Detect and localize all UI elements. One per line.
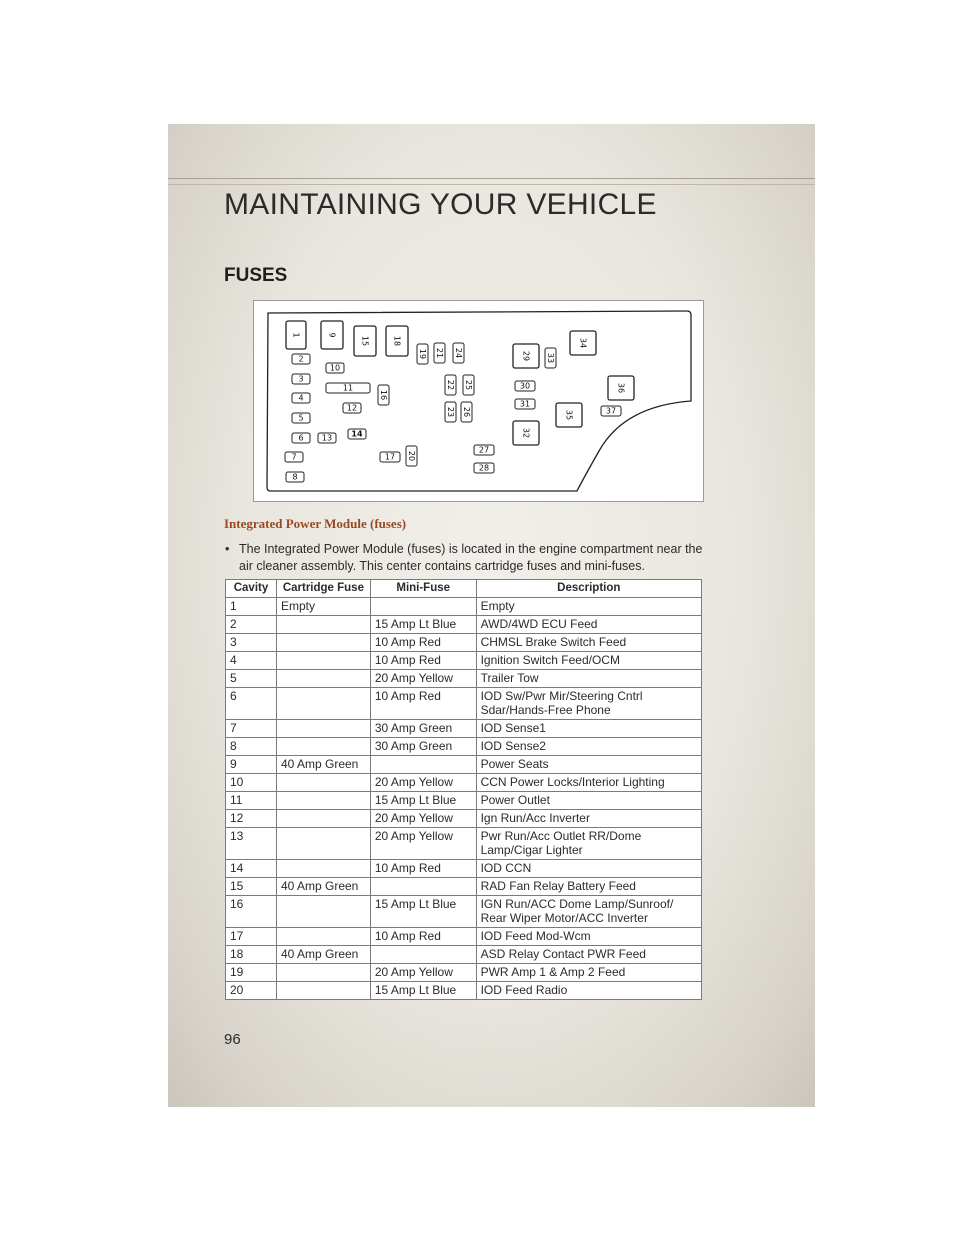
cavity-cell: 12 (226, 810, 277, 828)
fuse-slot-label: 13 (321, 433, 333, 443)
cavity-cell: 6 (226, 688, 277, 720)
description-cell: Ign Run/Acc Inverter (476, 810, 701, 828)
fuse-slot-label: 29 (521, 350, 531, 362)
table-row (226, 688, 702, 720)
fuse-slot (292, 374, 310, 384)
mini-fuse-cell: 10 Amp Red (370, 860, 476, 878)
description-cell: IOD Sense2 (476, 738, 701, 756)
bullet-item (225, 541, 705, 575)
subheading: Integrated Power Module (fuses) (224, 516, 407, 531)
cavity-cell: 2 (226, 616, 277, 634)
cartridge-fuse-cell (276, 792, 370, 810)
fuse-slot (445, 402, 456, 422)
mini-fuse-cell (370, 878, 476, 896)
description-cell: Power Outlet (476, 792, 701, 810)
fuse-slot-label: 32 (521, 427, 531, 439)
mini-fuse-cell: 15 Amp Lt Blue (370, 896, 476, 928)
fuse-slot-label: 26 (462, 406, 471, 418)
table-row (226, 896, 702, 928)
table-row (226, 652, 702, 670)
table-row (226, 756, 702, 774)
mini-fuse-cell (370, 756, 476, 774)
description-cell: PWR Amp 1 & Amp 2 Feed (476, 964, 701, 982)
cavity-cell: 19 (226, 964, 277, 982)
description-cell: CCN Power Locks/Interior Lighting (476, 774, 701, 792)
page-number: 96 (224, 1031, 241, 1048)
fuse-slot-label: 34 (578, 337, 588, 349)
cavity-cell: 3 (226, 634, 277, 652)
mini-fuse-cell: 10 Amp Red (370, 634, 476, 652)
column-header: Description (476, 580, 701, 598)
mini-fuse-cell: 10 Amp Red (370, 928, 476, 946)
fuse-slot-label: 31 (519, 399, 531, 409)
fuse-slot (292, 354, 310, 364)
mini-fuse-cell: 20 Amp Yellow (370, 828, 476, 860)
cartridge-fuse-cell (276, 670, 370, 688)
fuse-slot (285, 452, 303, 462)
description-cell: IOD Feed Radio (476, 982, 701, 1000)
table-row (226, 810, 702, 828)
mini-fuse-cell: 20 Amp Yellow (370, 670, 476, 688)
description-cell: ASD Relay Contact PWR Feed (476, 946, 701, 964)
mini-fuse-cell: 20 Amp Yellow (370, 774, 476, 792)
fuse-slot-label: 19 (418, 348, 427, 360)
fuse-slot (286, 472, 304, 482)
fuse-slot (321, 321, 343, 349)
fuse-slot-label: 25 (464, 379, 473, 391)
fuse-slot-label: 1 (291, 332, 301, 338)
table-row (226, 860, 702, 878)
fuse-slot-label: 10 (329, 363, 341, 373)
table-row (226, 634, 702, 652)
fuse-slot (348, 429, 366, 439)
fuse-slot (343, 403, 361, 413)
mini-fuse-cell (370, 598, 476, 616)
mini-fuse-cell: 15 Amp Lt Blue (370, 792, 476, 810)
description-cell: Ignition Switch Feed/OCM (476, 652, 701, 670)
cavity-cell: 20 (226, 982, 277, 1000)
cartridge-fuse-cell (276, 896, 370, 928)
fuse-slot (386, 326, 408, 356)
table-row (226, 878, 702, 896)
column-header: Cartridge Fuse (276, 580, 370, 598)
mini-fuse-cell: 20 Amp Yellow (370, 964, 476, 982)
fuse-slot-label: 24 (454, 347, 463, 359)
fuse-slot-label: 27 (478, 445, 490, 455)
fuse-table (225, 579, 702, 1000)
fuse-slot (318, 433, 336, 443)
fuse-slot-label: 22 (446, 379, 455, 391)
fuse-slot-label: 11 (342, 383, 354, 393)
fuse-slot (601, 406, 621, 416)
fuse-slot-label: 14 (351, 429, 363, 439)
fuse-slot (354, 326, 376, 356)
cartridge-fuse-cell: 40 Amp Green (276, 756, 370, 774)
cartridge-fuse-cell: 40 Amp Green (276, 946, 370, 964)
cavity-cell: 17 (226, 928, 277, 946)
description-cell: Power Seats (476, 756, 701, 774)
cartridge-fuse-cell: Empty (276, 598, 370, 616)
fuse-slot (513, 421, 539, 445)
mini-fuse-cell (370, 946, 476, 964)
fuse-slot-label: 7 (291, 452, 297, 462)
cartridge-fuse-cell (276, 828, 370, 860)
cartridge-fuse-cell (276, 688, 370, 720)
fuse-slot (474, 463, 494, 473)
fuse-slot-label: 23 (446, 406, 455, 418)
fuse-slot-label: 2 (298, 354, 304, 364)
table-row (226, 828, 702, 860)
mini-fuse-cell: 10 Amp Red (370, 688, 476, 720)
table-row (226, 774, 702, 792)
fuse-slot-label: 15 (360, 335, 370, 347)
fuse-slot (286, 321, 306, 349)
cavity-cell: 7 (226, 720, 277, 738)
cartridge-fuse-cell (276, 616, 370, 634)
fuse-slot (556, 403, 582, 427)
fuse-slot-label: 33 (546, 352, 555, 364)
cavity-cell: 13 (226, 828, 277, 860)
cavity-cell: 16 (226, 896, 277, 928)
cartridge-fuse-cell (276, 860, 370, 878)
cavity-cell: 11 (226, 792, 277, 810)
fuse-slot-label: 12 (346, 403, 358, 413)
fuse-slot (406, 446, 417, 466)
fuse-slot (570, 331, 596, 355)
fuse-slot-label: 21 (435, 347, 444, 359)
fuse-slot (545, 348, 556, 368)
cartridge-fuse-cell (276, 634, 370, 652)
fuse-slot-label: 17 (384, 452, 396, 462)
fuse-slot-label: 8 (292, 472, 298, 482)
fuse-slot-label: 3 (298, 374, 304, 384)
description-cell: IGN Run/ACC Dome Lamp/Sunroof/ Rear Wiper Motor/ACC Inverter (476, 896, 701, 928)
column-header: Mini-Fuse (370, 580, 476, 598)
description-cell: IOD Feed Mod-Wcm (476, 928, 701, 946)
fuse-slot (378, 385, 389, 405)
fuse-slot (515, 381, 535, 391)
chapter-title: MAINTAINING YOUR VEHICLE (224, 188, 657, 221)
description-cell: CHMSL Brake Switch Feed (476, 634, 701, 652)
cartridge-fuse-cell (276, 720, 370, 738)
description-cell: Trailer Tow (476, 670, 701, 688)
mini-fuse-cell: 15 Amp Lt Blue (370, 982, 476, 1000)
fuse-slot-label: 20 (407, 450, 416, 462)
fuse-slot (380, 452, 400, 462)
fuse-slot-label: 37 (605, 406, 617, 416)
description-cell: IOD Sense1 (476, 720, 701, 738)
bullet-text: The Integrated Power Module (fuses) is located in the engine compartment near the air cleaner assembly. This center contains cartridge fuses and mini-fuses. (239, 542, 703, 573)
column-header: Cavity (226, 580, 277, 598)
mini-fuse-cell: 30 Amp Green (370, 720, 476, 738)
cavity-cell: 10 (226, 774, 277, 792)
mini-fuse-cell: 10 Amp Red (370, 652, 476, 670)
fuse-slot (434, 343, 445, 363)
table-row (226, 982, 702, 1000)
fuse-slot-label: 9 (327, 332, 337, 338)
cartridge-fuse-cell: 40 Amp Green (276, 878, 370, 896)
cartridge-fuse-cell (276, 964, 370, 982)
description-cell: AWD/4WD ECU Feed (476, 616, 701, 634)
table-header-row (226, 580, 702, 598)
fuse-slot (292, 413, 310, 423)
fuse-slot-label: 5 (298, 413, 304, 423)
table-row (226, 720, 702, 738)
fuse-slot-label: 16 (379, 389, 388, 401)
fuse-slot (292, 393, 310, 403)
fuse-slot (453, 343, 464, 363)
cavity-cell: 9 (226, 756, 277, 774)
fuse-diagram (253, 300, 704, 502)
cavity-cell: 5 (226, 670, 277, 688)
description-cell: IOD CCN (476, 860, 701, 878)
mini-fuse-cell: 20 Amp Yellow (370, 810, 476, 828)
fuse-slot-label: 36 (616, 382, 626, 394)
cavity-cell: 8 (226, 738, 277, 756)
table-row (226, 792, 702, 810)
table-row (226, 928, 702, 946)
cartridge-fuse-cell (276, 738, 370, 756)
fuse-slot (292, 433, 310, 443)
cavity-cell: 15 (226, 878, 277, 896)
table-row (226, 598, 702, 616)
fuse-slot (513, 344, 539, 368)
fuse-slot (474, 445, 494, 455)
cavity-cell: 1 (226, 598, 277, 616)
cartridge-fuse-cell (276, 774, 370, 792)
description-cell: RAD Fan Relay Battery Feed (476, 878, 701, 896)
fuse-slot (326, 383, 370, 393)
description-cell: Pwr Run/Acc Outlet RR/Dome Lamp/Cigar Lighter (476, 828, 701, 860)
fuse-slot-label: 18 (392, 335, 402, 347)
table-row (226, 946, 702, 964)
cavity-cell: 18 (226, 946, 277, 964)
description-cell: IOD Sw/Pwr Mir/Steering Cntrl Sdar/Hands-Free Phone (476, 688, 701, 720)
fuse-slot (417, 344, 428, 364)
bullet-icon: • (225, 542, 230, 556)
fuse-slot-label: 28 (478, 463, 490, 473)
fuse-slot (445, 375, 456, 395)
cartridge-fuse-cell (276, 652, 370, 670)
description-cell: Empty (476, 598, 701, 616)
header-rule-secondary (168, 184, 815, 185)
fuse-slot (463, 375, 474, 395)
cavity-cell: 4 (226, 652, 277, 670)
fuse-slot (326, 363, 344, 373)
cartridge-fuse-cell (276, 982, 370, 1000)
table-row (226, 738, 702, 756)
cartridge-fuse-cell (276, 928, 370, 946)
fuse-slot (608, 376, 634, 400)
table-row (226, 964, 702, 982)
table-row (226, 616, 702, 634)
table-row (226, 670, 702, 688)
fuse-slot (461, 402, 472, 422)
mini-fuse-cell: 30 Amp Green (370, 738, 476, 756)
mini-fuse-cell: 15 Amp Lt Blue (370, 616, 476, 634)
fuse-slot-label: 4 (298, 393, 304, 403)
section-title: FUSES (224, 265, 288, 286)
fuse-slot-label: 35 (564, 409, 574, 421)
header-rule (168, 178, 815, 179)
cavity-cell: 14 (226, 860, 277, 878)
cartridge-fuse-cell (276, 810, 370, 828)
fuse-slot-label: 30 (519, 381, 531, 391)
fuse-slot (515, 399, 535, 409)
fuse-slot-label: 6 (298, 433, 304, 443)
fuse-diagram-svg (254, 301, 703, 501)
